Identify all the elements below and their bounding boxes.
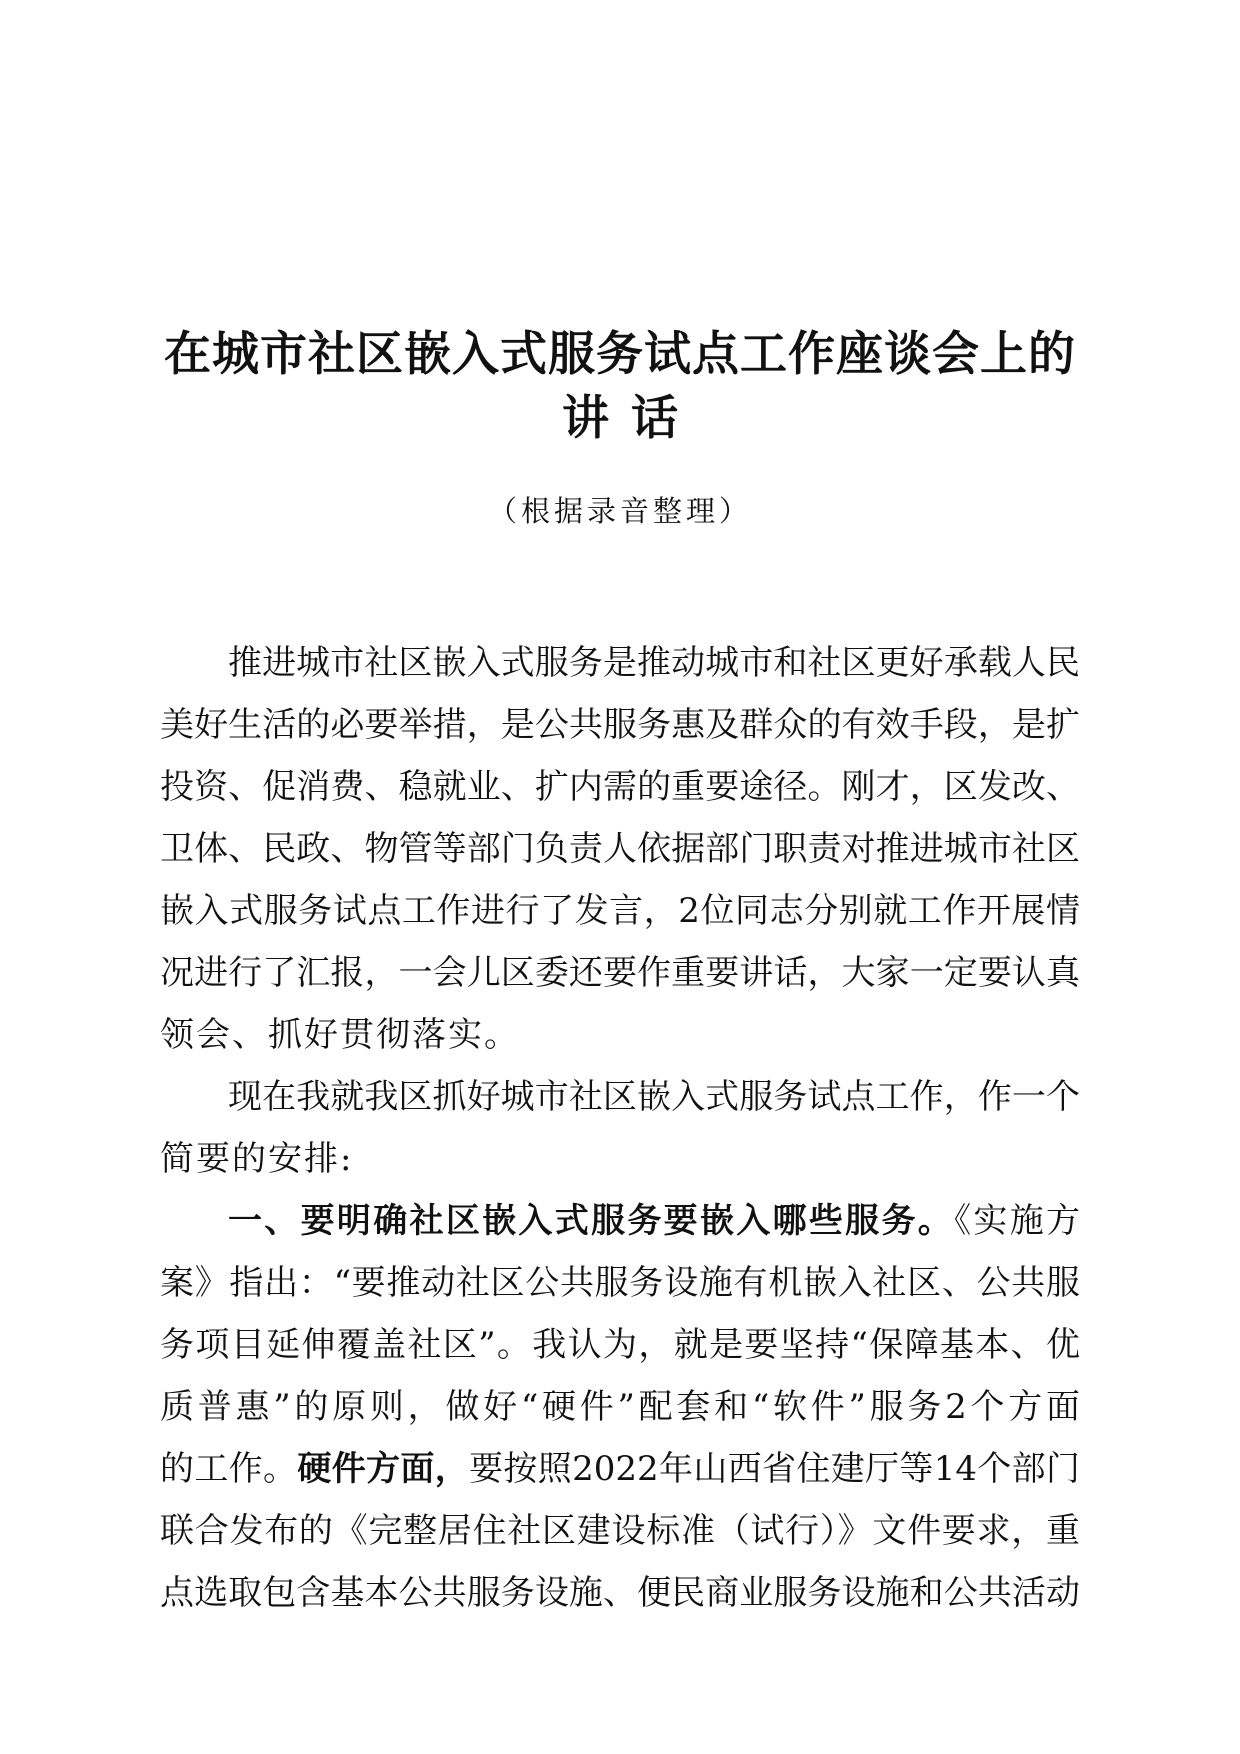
paragraph-line	[160, 1438, 1080, 1500]
paragraph-line: 务项目延伸覆盖社区”。我认为，就是要坚持“保障基本、优	[160, 1325, 1080, 1365]
paragraph-line: 美好生活的必要举措，是公共服务惠及群众的有效手段，是扩	[160, 705, 1080, 745]
document-subtitle: （根据录音整理）	[487, 494, 752, 528]
paragraph-text: 《实施方	[954, 1201, 1080, 1241]
paragraph-line: 质普惠”的原则，做好“硬件”配套和“软件”服务2个方面	[160, 1387, 1080, 1427]
paragraph-line: 投资、促消费、稳就业、扩内需的重要途径。刚才，区发改、	[160, 767, 1080, 807]
paragraph-line: 点选取包含基本公共服务设施、便民商业服务设施和公共活动	[160, 1573, 1080, 1613]
paragraph-line: 推进城市社区嵌入式服务是推动城市和社区更好承载人民	[228, 643, 1080, 683]
paragraph-line: 简要的安排:	[160, 1139, 354, 1179]
paragraph-line: 况进行了汇报，一会儿区委还要作重要讲话，大家一定要认真	[160, 953, 1080, 993]
paragraph-line: 卫体、民政、物管等部门负责人依据部门职责对推进城市社区	[160, 829, 1080, 869]
paragraph-line: 现在我就我区抓好城市社区嵌入式服务试点工作，作一个	[228, 1077, 1080, 1117]
paragraph-line: 领会、抓好贯彻落实。	[160, 1015, 520, 1055]
section-heading: 一、要明确社区嵌入式服务要嵌入哪些服务。	[228, 1201, 955, 1241]
paragraph-line: 案》指出：“要推动社区公共服务设施有机嵌入社区、公共服	[160, 1263, 1080, 1303]
paragraph-text: 的工作。	[160, 1449, 298, 1489]
emphasis-text: 硬件方面，	[297, 1449, 470, 1489]
document-body	[160, 632, 1080, 1624]
paragraph-line	[160, 1190, 1080, 1252]
paragraph-line: 嵌入式服务试点工作进行了发言，2位同志分别就工作开展情	[160, 891, 1080, 931]
document-title-line-1: 在城市社区嵌入式服务试点工作座谈会上的	[164, 327, 1076, 382]
paragraph-line: 联合发布的《完整居住社区建设标准（试行）》文件要求，重	[160, 1511, 1080, 1551]
paragraph-text: 要按照2022年山西省住建厅等14个部门	[469, 1449, 1080, 1489]
document-title-line-2: 讲话	[562, 391, 700, 446]
